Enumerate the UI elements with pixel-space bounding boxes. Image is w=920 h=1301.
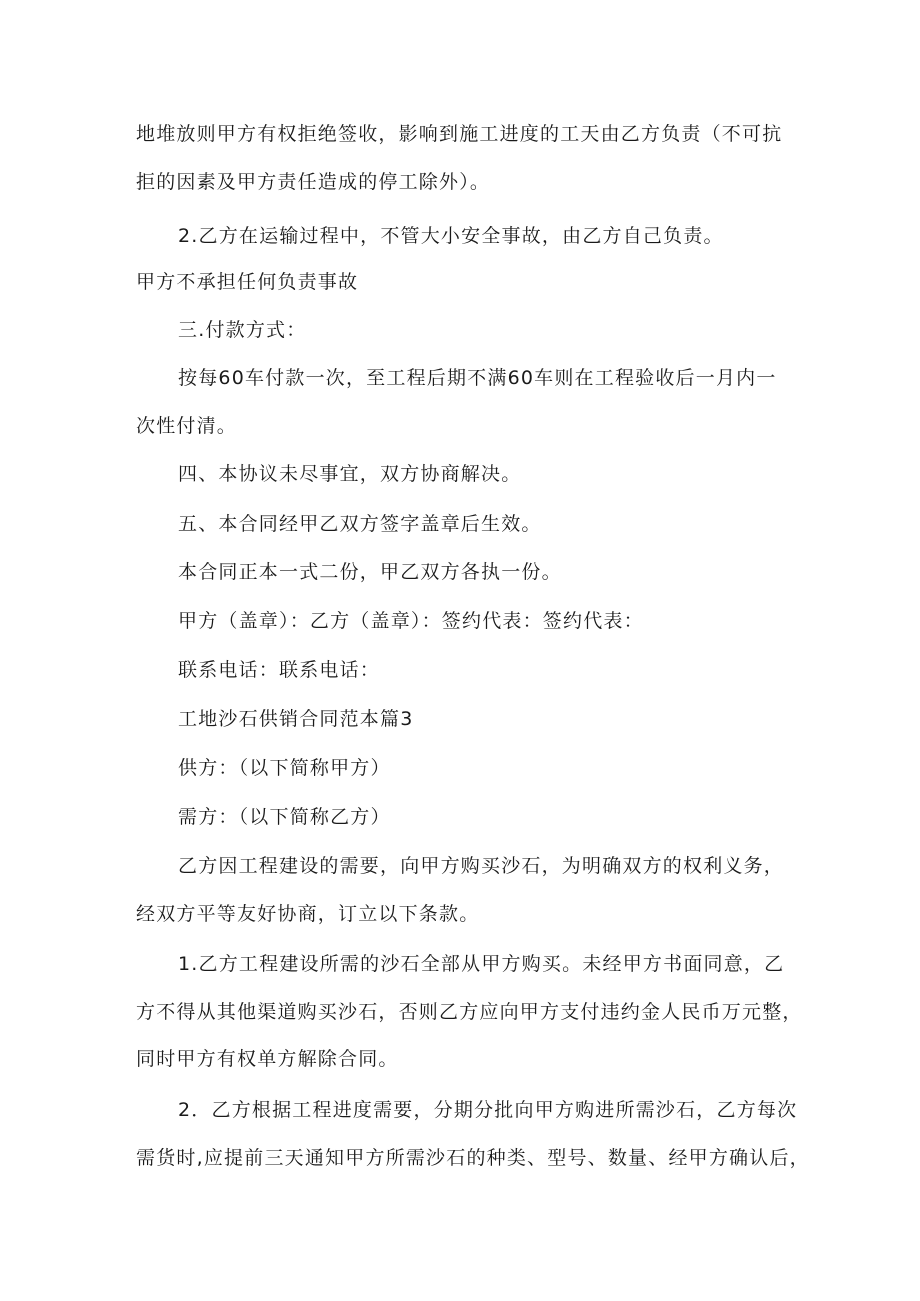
paragraph-line: 乙方因工程建设的需要，向甲方购买沙石，为明确双方的权利义务， (178, 855, 785, 877)
paragraph-line: 次性付清。 (136, 415, 238, 437)
paragraph-line: 需货时,应提前三天通知甲方所需沙石的种类、型号、数量、经甲方确认后， (136, 1147, 810, 1169)
section-heading: 三.付款方式： (178, 319, 307, 341)
paragraph-line: 按每60车付款一次，至工程后期不满60车则在工程验收后一月内一 (178, 367, 777, 389)
paragraph-line: 五、本合同经甲乙双方签字盖章后生效。 (178, 513, 542, 535)
paragraph-line: 经双方平等友好协商，订立以下条款。 (136, 903, 480, 925)
paragraph-line: 甲方不承担任何负责事故 (136, 271, 359, 293)
paragraph-line: 同时甲方有权单方解除合同。 (136, 1048, 399, 1070)
paragraph-line: 四、本协议未尽事宜，双方协商解决。 (178, 463, 522, 485)
paragraph-line: 地堆放则甲方有权拒绝签收，影响到施工进度的工天由乙方负责（不可抗 (136, 123, 783, 145)
paragraph-line: 方不得从其他渠道购买沙石，否则乙方应向甲方支付违约金人民币万元整， (136, 1001, 803, 1023)
supplier-line: 供方：（以下简称甲方） (178, 757, 391, 779)
paragraph-line: 2．乙方根据工程进度需要，分期分批向甲方购进所需沙石，乙方每次 (178, 1099, 798, 1121)
paragraph-line: 2.乙方在运输过程中，不管大小安全事故，由乙方自己负责。 (178, 225, 724, 247)
buyer-line: 需方：（以下简称乙方） (178, 806, 391, 828)
paragraph-line: 本合同正本一式二份，甲乙双方各执一份。 (178, 561, 562, 583)
paragraph-line: 拒的因素及甲方责任造成的停工除外）。 (136, 171, 491, 193)
contact-line: 联系电话：联系电话： (178, 659, 381, 681)
signature-line: 甲方（盖章）：乙方（盖章）：签约代表：签约代表： (178, 610, 644, 632)
paragraph-line: 1.乙方工程建设所需的沙石全部从甲方购买。未经甲方书面同意，乙 (178, 953, 785, 975)
section-title: 工地沙石供销合同范本篇3 (178, 708, 414, 730)
